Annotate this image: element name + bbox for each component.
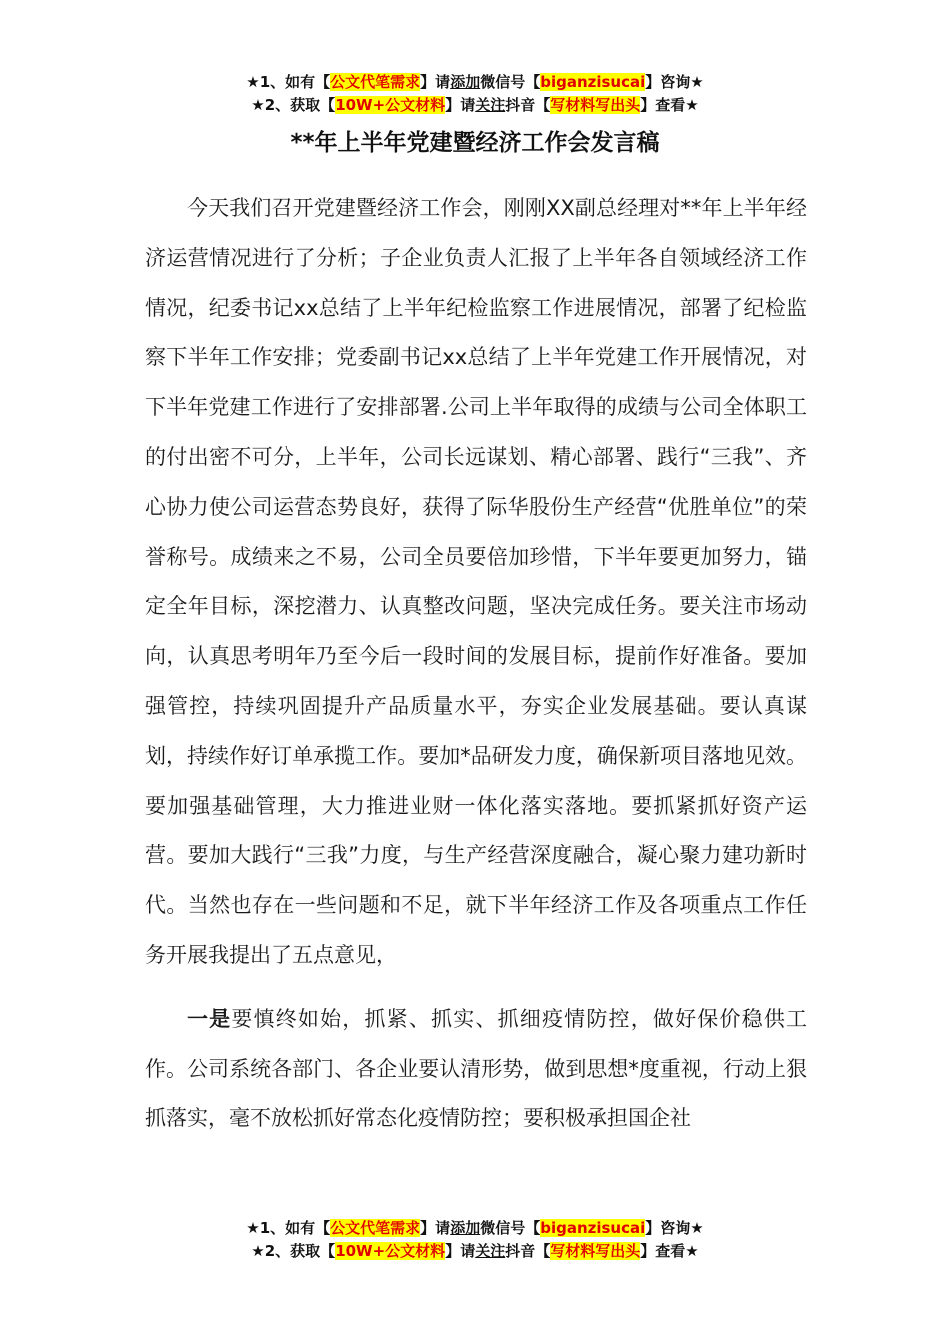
banner-text: ★1、如有【 bbox=[246, 73, 331, 91]
banner-line-1 bbox=[0, 1217, 950, 1240]
banner-line-2 bbox=[0, 94, 950, 117]
underline-add: 添加 bbox=[450, 1219, 481, 1237]
banner-text: 微信号【 bbox=[480, 73, 541, 91]
highlight-douyin: 写材料写出头 bbox=[550, 1242, 641, 1260]
banner-text: 】请 bbox=[420, 1219, 451, 1237]
paragraph-2-lead: 一是 bbox=[187, 1006, 232, 1031]
highlight-service: 公文代笔需求 bbox=[330, 73, 421, 91]
banner-text: 微信号【 bbox=[480, 1219, 541, 1237]
document-body bbox=[145, 184, 807, 1144]
underline-add: 添加 bbox=[450, 73, 481, 91]
banner-line-2 bbox=[0, 1240, 950, 1263]
highlight-service: 公文代笔需求 bbox=[330, 1219, 421, 1237]
highlight-materials: 10W+公文材料 bbox=[335, 96, 446, 114]
banner-text: ★2、获取【 bbox=[251, 96, 336, 114]
paragraph-2 bbox=[145, 995, 807, 1144]
banner-text: 】查看★ bbox=[640, 96, 699, 114]
banner-text: 抖音【 bbox=[505, 96, 551, 114]
banner-text: ★2、获取【 bbox=[251, 1242, 336, 1260]
banner-text: 】请 bbox=[445, 96, 476, 114]
banner-text: 抖音【 bbox=[505, 1242, 551, 1260]
banner-text: ★1、如有【 bbox=[246, 1219, 331, 1237]
top-banner bbox=[0, 71, 950, 117]
bottom-banner bbox=[0, 1217, 950, 1263]
banner-text: 】请 bbox=[420, 73, 451, 91]
banner-text: 】查看★ bbox=[640, 1242, 699, 1260]
banner-text: 】咨询★ bbox=[645, 73, 704, 91]
banner-text: 】请 bbox=[445, 1242, 476, 1260]
paragraph-2-text: 要慎终如始，抓紧、抓实、抓细疫情防控，做好保价稳供工作。公司系统各部门、各企业要认清形势，做到思想*度重视，行动上狠抓落实，毫不放松抓好常态化疫情防控；要积极承担国企社 bbox=[145, 1006, 808, 1131]
document-title: **年上半年党建暨经济工作会发言稿 bbox=[290, 130, 660, 156]
highlight-wechat-id: biganzisucai bbox=[540, 73, 646, 91]
underline-follow: 关注 bbox=[475, 1242, 506, 1260]
highlight-wechat-id: biganzisucai bbox=[540, 1219, 646, 1237]
underline-follow: 关注 bbox=[475, 96, 506, 114]
banner-text: 】咨询★ bbox=[645, 1219, 704, 1237]
paragraph-1: 今天我们召开党建暨经济工作会，刚刚XX副总经理对**年上半年经济运营情况进行了分析；子企业负责人汇报了上半年各自领域经济工作情况，纪委书记xx总结了上半年纪检监察工作进展情况，部署了纪检监察下半年工作安排；党委副书记xx总结了上半年党建工作开展情况，对下半年党建工作进行了安排部署.公司上半年取得的成绩与公司全体职工的付出密不可分，上半年，公司长远谋划、精心部署、践行“三我”、齐心协力使公司运营态势良好，获得了际华股份生产经营“优胜单位”的荣誉称号。成绩来之不易，公司全员要倍加珍惜，下半年要更加努力，锚定全年目标，深挖潜力、认真整改问题，坚决完成任务。要关注市场动向，认真思考明年乃至今后一段时间的发展目标，提前作好准备。要加强管控，持续巩固提升产品质量水平，夯实企业发展基础。要认真谋划，持续作好订单承揽工作。要加*品研发力度，确保新项目落地见效。要加强基础管理，大力推进业财一体化落实落地。要抓紧抓好资产运营。要加大践行“三我”力度，与生产经营深度融合，凝心聚力建功新时代。当然也存在一些问题和不足，就下半年经济工作及各项重点工作任务开展我提出了五点意见， bbox=[145, 196, 807, 967]
highlight-materials: 10W+公文材料 bbox=[335, 1242, 446, 1260]
highlight-douyin: 写材料写出头 bbox=[550, 96, 641, 114]
banner-line-1 bbox=[0, 71, 950, 94]
